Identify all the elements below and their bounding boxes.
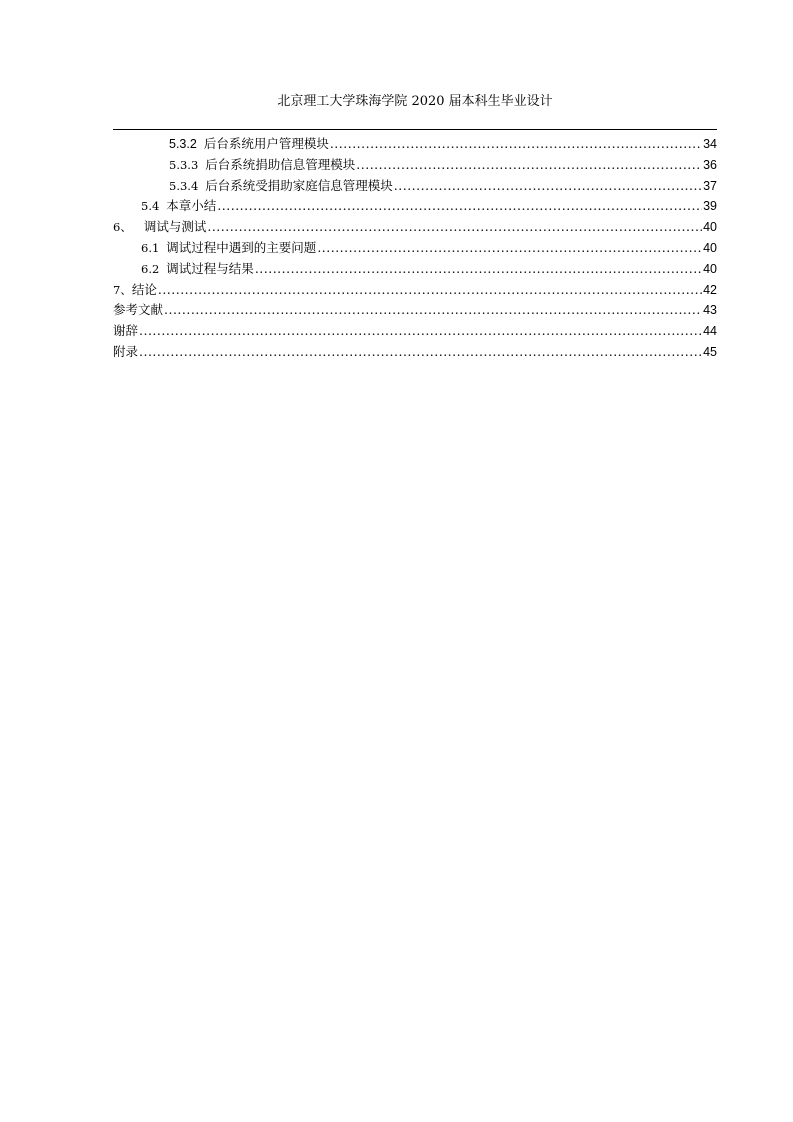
toc-entry-title: 后台系统用户管理模块 [203, 136, 329, 151]
toc-leader-dots [356, 155, 702, 176]
toc-entry-title: 调试与测试 [143, 219, 207, 235]
toc-entry-page: 43 [703, 303, 717, 318]
toc-entry-number: 6.1 [141, 240, 160, 255]
toc-entry-page: 37 [703, 178, 717, 193]
toc-entry-title: 谢辞 [113, 323, 139, 339]
toc-entry-number: 7、 [113, 282, 132, 297]
toc-entry-number: 5.3.4 [169, 178, 199, 193]
toc-entry-number: 5.4 [141, 199, 160, 214]
toc-leader-dots [217, 196, 702, 217]
toc-leader-dots [139, 321, 702, 342]
toc-entry[interactable] [113, 134, 717, 155]
toc-leader-dots [164, 300, 702, 321]
toc-entry[interactable] [113, 321, 717, 342]
toc-entry-page: 42 [703, 282, 717, 297]
toc-entry-number: 6、 [113, 220, 132, 235]
page-header [113, 94, 717, 110]
toc-entry[interactable] [113, 238, 717, 259]
toc-entry-title: 调试过程与结果 [166, 260, 254, 276]
toc-entry-title: 调试过程中遇到的主要问题 [166, 239, 317, 255]
toc-entry-page: 36 [703, 157, 717, 172]
toc-entry-title: 本章小结 [166, 198, 217, 214]
toc-entry[interactable] [113, 342, 717, 363]
toc-leader-dots [317, 238, 702, 259]
header-title: 北京理工大学珠海学院 2020 届本科生毕业设计 [277, 94, 553, 109]
toc-entry-title: 后台系统捐助信息管理模块 [205, 156, 356, 172]
toc-entry-page: 40 [703, 220, 717, 235]
toc-entry-title: 后台系统受捐助家庭信息管理模块 [205, 177, 393, 193]
toc-entry[interactable] [113, 280, 717, 301]
toc-entry-page: 45 [703, 344, 717, 359]
table-of-contents [113, 134, 717, 363]
toc-leader-dots [158, 280, 702, 301]
toc-leader-dots [207, 217, 702, 238]
toc-entry-page: 40 [703, 240, 717, 255]
toc-entry-page: 39 [703, 199, 717, 214]
toc-leader-dots [394, 176, 702, 197]
toc-entry[interactable] [113, 155, 717, 176]
toc-entry-number: 5.3.2 [169, 137, 197, 151]
toc-entry-title: 结论 [131, 281, 157, 297]
toc-leader-dots [139, 342, 702, 363]
toc-entry-title: 参考文献 [113, 302, 164, 318]
toc-entry-title: 附录 [113, 343, 139, 359]
toc-entry-page: 44 [703, 324, 717, 339]
toc-entry-number: 5.3.3 [169, 157, 199, 172]
toc-leader-dots [330, 134, 702, 155]
toc-entry[interactable] [113, 196, 717, 217]
toc-entry-page: 40 [703, 261, 717, 276]
toc-entry-page: 34 [703, 137, 717, 151]
header-divider [113, 129, 717, 130]
toc-entry[interactable] [113, 217, 717, 238]
toc-entry-number: 6.2 [141, 261, 160, 276]
toc-leader-dots [255, 259, 702, 280]
toc-entry[interactable] [113, 176, 717, 197]
toc-entry[interactable] [113, 300, 717, 321]
toc-entry[interactable] [113, 259, 717, 280]
